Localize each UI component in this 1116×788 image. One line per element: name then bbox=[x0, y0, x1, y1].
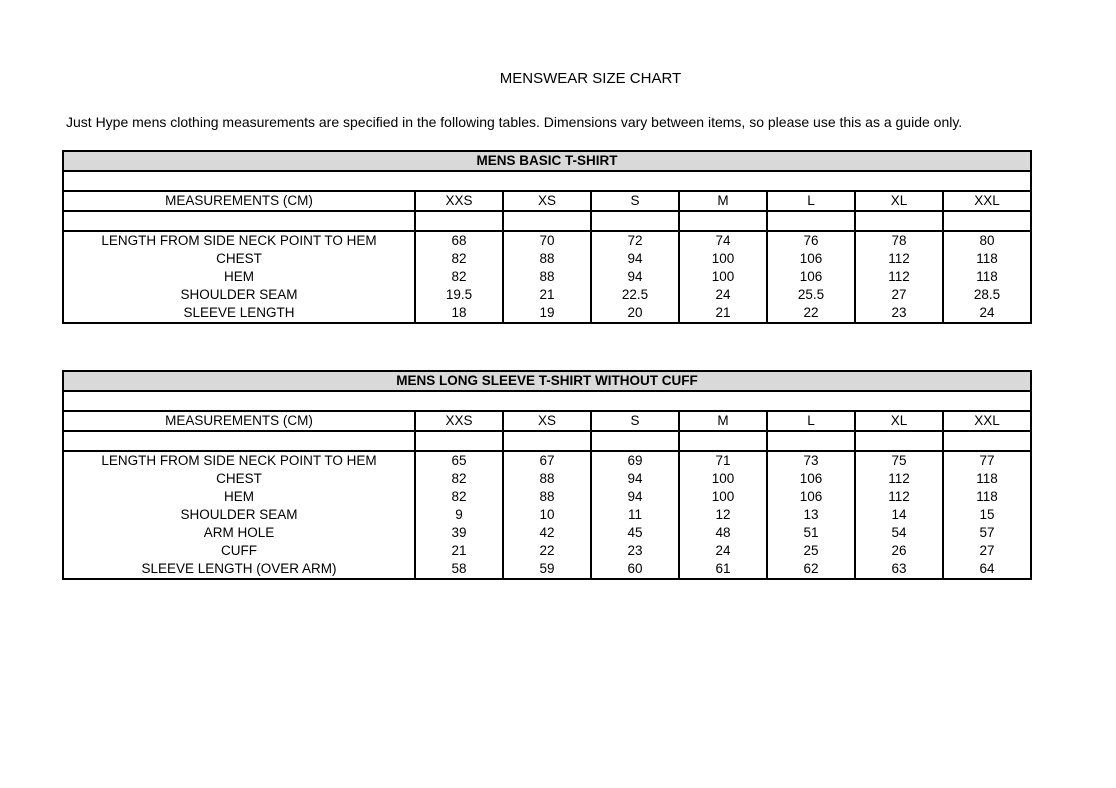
measurement-cell: 22 bbox=[503, 542, 591, 560]
spacer-cell bbox=[503, 211, 591, 231]
size-header-xxl: XXL bbox=[943, 411, 1031, 431]
table-row bbox=[63, 524, 1031, 542]
row-label: CHEST bbox=[63, 250, 415, 268]
measurement-cell: 94 bbox=[591, 470, 679, 488]
row-label: SHOULDER SEAM bbox=[63, 506, 415, 524]
table-row bbox=[63, 304, 1031, 323]
measurement-cell: 58 bbox=[415, 560, 503, 579]
measurement-cell: 27 bbox=[855, 286, 943, 304]
measurement-cell: 88 bbox=[503, 250, 591, 268]
measurement-cell: 60 bbox=[591, 560, 679, 579]
size-header-xl: XL bbox=[855, 191, 943, 211]
spacer-row bbox=[63, 171, 1031, 191]
table-row bbox=[63, 470, 1031, 488]
size-header-xl: XL bbox=[855, 411, 943, 431]
measurement-cell: 59 bbox=[503, 560, 591, 579]
size-header-xxs: XXS bbox=[415, 411, 503, 431]
measurement-cell: 19.5 bbox=[415, 286, 503, 304]
spacer-cell bbox=[63, 171, 1031, 191]
measurement-cell: 76 bbox=[767, 231, 855, 250]
measurement-cell: 118 bbox=[943, 268, 1031, 286]
spacer-cell bbox=[63, 431, 415, 451]
spacer-row bbox=[63, 391, 1031, 411]
measurement-cell: 70 bbox=[503, 231, 591, 250]
size-header-s: S bbox=[591, 191, 679, 211]
measurement-cell: 63 bbox=[855, 560, 943, 579]
measurement-cell: 100 bbox=[679, 470, 767, 488]
measurement-cell: 24 bbox=[679, 542, 767, 560]
table-row bbox=[63, 231, 1031, 250]
spacer-cell bbox=[591, 431, 679, 451]
row-label: LENGTH FROM SIDE NECK POINT TO HEM bbox=[63, 231, 415, 250]
spacer-cell bbox=[855, 431, 943, 451]
measurement-cell: 9 bbox=[415, 506, 503, 524]
measurement-cell: 19 bbox=[503, 304, 591, 323]
spacer-cell bbox=[679, 431, 767, 451]
row-label: HEM bbox=[63, 268, 415, 286]
table-row bbox=[63, 250, 1031, 268]
size-header-xxl: XXL bbox=[943, 191, 1031, 211]
row-label: ARM HOLE bbox=[63, 524, 415, 542]
measurement-cell: 112 bbox=[855, 250, 943, 268]
measurement-cell: 80 bbox=[943, 231, 1031, 250]
measurement-cell: 18 bbox=[415, 304, 503, 323]
measurement-cell: 106 bbox=[767, 470, 855, 488]
measurement-cell: 28.5 bbox=[943, 286, 1031, 304]
measurement-cell: 67 bbox=[503, 451, 591, 470]
table-title: MENS BASIC T-SHIRT bbox=[63, 151, 1031, 171]
measurement-cell: 112 bbox=[855, 470, 943, 488]
measurement-cell: 25.5 bbox=[767, 286, 855, 304]
measurement-cell: 61 bbox=[679, 560, 767, 579]
spacer-row bbox=[63, 211, 1031, 231]
table-row bbox=[63, 488, 1031, 506]
measurement-cell: 54 bbox=[855, 524, 943, 542]
measurement-cell: 88 bbox=[503, 488, 591, 506]
header-label: MEASUREMENTS (CM) bbox=[63, 411, 415, 431]
measurement-cell: 23 bbox=[591, 542, 679, 560]
size-header-m: M bbox=[679, 411, 767, 431]
spacer-cell bbox=[415, 211, 503, 231]
measurement-cell: 106 bbox=[767, 250, 855, 268]
measurement-cell: 77 bbox=[943, 451, 1031, 470]
size-header-m: M bbox=[679, 191, 767, 211]
measurement-cell: 88 bbox=[503, 268, 591, 286]
measurement-cell: 62 bbox=[767, 560, 855, 579]
document-title: MENSWEAR SIZE CHART bbox=[499, 70, 682, 87]
spacer-cell bbox=[591, 211, 679, 231]
measurement-cell: 65 bbox=[415, 451, 503, 470]
spacer-row bbox=[63, 431, 1031, 451]
table-row bbox=[63, 506, 1031, 524]
row-label: SLEEVE LENGTH bbox=[63, 304, 415, 323]
measurement-cell: 112 bbox=[855, 268, 943, 286]
measurement-cell: 24 bbox=[943, 304, 1031, 323]
measurement-cell: 75 bbox=[855, 451, 943, 470]
row-label: HEM bbox=[63, 488, 415, 506]
measurement-cell: 71 bbox=[679, 451, 767, 470]
document-intro: Just Hype mens clothing measurements are specified in the following tables. Dimensions vary between items, so please use this as a guide only. bbox=[66, 114, 963, 130]
header-row bbox=[63, 411, 1031, 431]
spacer-cell bbox=[503, 431, 591, 451]
measurement-cell: 10 bbox=[503, 506, 591, 524]
table-row bbox=[63, 451, 1031, 470]
table-row bbox=[63, 542, 1031, 560]
measurement-cell: 27 bbox=[943, 542, 1031, 560]
spacer-cell bbox=[943, 211, 1031, 231]
measurement-cell: 82 bbox=[415, 250, 503, 268]
measurement-cell: 118 bbox=[943, 488, 1031, 506]
measurement-cell: 74 bbox=[679, 231, 767, 250]
measurement-cell: 24 bbox=[679, 286, 767, 304]
measurement-cell: 82 bbox=[415, 268, 503, 286]
table-row bbox=[63, 268, 1031, 286]
row-label: SLEEVE LENGTH (OVER ARM) bbox=[63, 560, 415, 579]
measurement-cell: 11 bbox=[591, 506, 679, 524]
measurement-cell: 106 bbox=[767, 488, 855, 506]
table-title-row bbox=[63, 151, 1031, 171]
row-label: SHOULDER SEAM bbox=[63, 286, 415, 304]
measurement-cell: 25 bbox=[767, 542, 855, 560]
size-header-l: L bbox=[767, 191, 855, 211]
row-label: LENGTH FROM SIDE NECK POINT TO HEM bbox=[63, 451, 415, 470]
measurement-cell: 21 bbox=[415, 542, 503, 560]
spacer-cell bbox=[679, 211, 767, 231]
measurement-cell: 106 bbox=[767, 268, 855, 286]
size-table-basic-tshirt bbox=[62, 150, 1032, 324]
measurement-cell: 78 bbox=[855, 231, 943, 250]
table-row bbox=[63, 560, 1031, 579]
measurement-cell: 14 bbox=[855, 506, 943, 524]
size-header-s: S bbox=[591, 411, 679, 431]
spacer-cell bbox=[63, 391, 1031, 411]
measurement-cell: 100 bbox=[679, 488, 767, 506]
measurement-cell: 94 bbox=[591, 488, 679, 506]
measurement-cell: 94 bbox=[591, 250, 679, 268]
measurement-cell: 57 bbox=[943, 524, 1031, 542]
measurement-cell: 100 bbox=[679, 250, 767, 268]
header-row bbox=[63, 191, 1031, 211]
table-title: MENS LONG SLEEVE T-SHIRT WITHOUT CUFF bbox=[63, 371, 1031, 391]
spacer-cell bbox=[415, 431, 503, 451]
measurement-cell: 82 bbox=[415, 470, 503, 488]
spacer-cell bbox=[855, 211, 943, 231]
measurement-cell: 23 bbox=[855, 304, 943, 323]
measurement-cell: 51 bbox=[767, 524, 855, 542]
measurement-cell: 12 bbox=[679, 506, 767, 524]
measurement-cell: 22 bbox=[767, 304, 855, 323]
row-label: CHEST bbox=[63, 470, 415, 488]
size-header-xs: XS bbox=[503, 411, 591, 431]
measurement-cell: 20 bbox=[591, 304, 679, 323]
size-table-long-sleeve-tshirt bbox=[62, 370, 1032, 580]
measurement-cell: 21 bbox=[503, 286, 591, 304]
measurement-cell: 15 bbox=[943, 506, 1031, 524]
measurement-cell: 100 bbox=[679, 268, 767, 286]
size-header-xs: XS bbox=[503, 191, 591, 211]
size-header-xxs: XXS bbox=[415, 191, 503, 211]
measurement-cell: 94 bbox=[591, 268, 679, 286]
measurement-cell: 21 bbox=[679, 304, 767, 323]
measurement-cell: 82 bbox=[415, 488, 503, 506]
spacer-cell bbox=[767, 431, 855, 451]
spacer-cell bbox=[63, 211, 415, 231]
measurement-cell: 68 bbox=[415, 231, 503, 250]
size-header-l: L bbox=[767, 411, 855, 431]
measurement-cell: 42 bbox=[503, 524, 591, 542]
measurement-cell: 72 bbox=[591, 231, 679, 250]
measurement-cell: 69 bbox=[591, 451, 679, 470]
measurement-cell: 13 bbox=[767, 506, 855, 524]
measurement-cell: 88 bbox=[503, 470, 591, 488]
table-title-row bbox=[63, 371, 1031, 391]
measurement-cell: 45 bbox=[591, 524, 679, 542]
spacer-cell bbox=[767, 211, 855, 231]
spacer-cell bbox=[943, 431, 1031, 451]
measurement-cell: 118 bbox=[943, 250, 1031, 268]
measurement-cell: 48 bbox=[679, 524, 767, 542]
measurement-cell: 118 bbox=[943, 470, 1031, 488]
measurement-cell: 39 bbox=[415, 524, 503, 542]
table-row bbox=[63, 286, 1031, 304]
measurement-cell: 22.5 bbox=[591, 286, 679, 304]
header-label: MEASUREMENTS (CM) bbox=[63, 191, 415, 211]
measurement-cell: 73 bbox=[767, 451, 855, 470]
measurement-cell: 112 bbox=[855, 488, 943, 506]
measurement-cell: 26 bbox=[855, 542, 943, 560]
row-label: CUFF bbox=[63, 542, 415, 560]
measurement-cell: 64 bbox=[943, 560, 1031, 579]
